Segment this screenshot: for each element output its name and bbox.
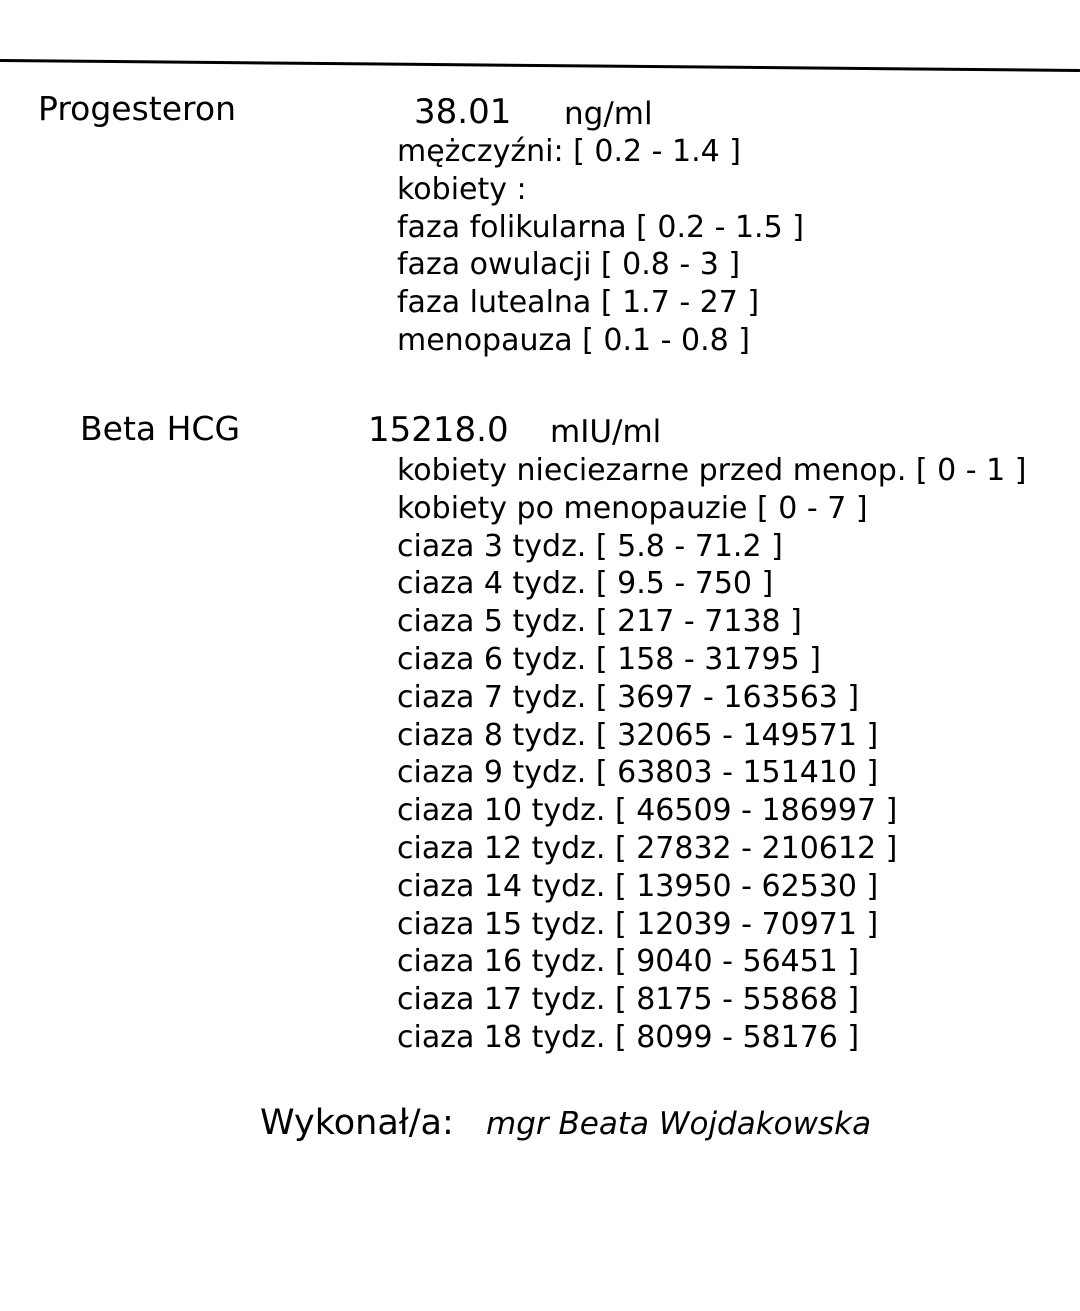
reference-range: ciaza 18 tydz. [ 8099 - 58176 ] <box>397 1019 860 1055</box>
reference-range: kobiety nieciezarne przed menop. [ 0 - 1 ] <box>397 453 1027 488</box>
reference-range: ciaza 15 tydz. [ 12039 - 70971 ] <box>397 906 879 942</box>
reference-range: ciaza 6 tydz. [ 158 - 31795 ] <box>397 641 821 677</box>
reference-range: ciaza 4 tydz. [ 9.5 - 750 ] <box>397 566 774 602</box>
test-name: Progesteron <box>38 89 236 128</box>
reference-range-list <box>397 133 804 360</box>
reference-range: kobiety : <box>397 171 527 207</box>
reference-range-list <box>397 452 1026 1057</box>
test-name: Beta HCG <box>80 409 241 448</box>
reference-range: ciaza 17 tydz. [ 8175 - 55868 ] <box>397 982 860 1018</box>
test-unit: mIU/ml <box>550 414 662 450</box>
reference-range: ciaza 7 tydz. [ 3697 - 163563 ] <box>397 679 860 715</box>
reference-range: faza lutealna [ 1.7 - 27 ] <box>397 285 760 321</box>
reference-range: ciaza 9 tydz. [ 63803 - 151410 ] <box>397 755 879 791</box>
reference-range: mężczyźni: [ 0.2 - 1.4 ] <box>397 134 741 169</box>
test-value: 38.01 <box>414 92 512 132</box>
signature-name: mgr Beata Wojdakowska <box>486 1106 872 1142</box>
reference-range: menopauza [ 0.1 - 0.8 ] <box>397 322 750 358</box>
reference-range: faza folikularna [ 0.2 - 1.5 ] <box>397 209 804 245</box>
reference-range: ciaza 16 tydz. [ 9040 - 56451 ] <box>397 944 860 980</box>
test-value: 15218.0 <box>368 410 509 450</box>
reference-range: ciaza 12 tydz. [ 27832 - 210612 ] <box>397 830 898 866</box>
top-divider <box>0 59 1080 72</box>
reference-range: faza owulacji [ 0.8 - 3 ] <box>397 247 741 283</box>
test-unit: ng/ml <box>564 96 653 132</box>
reference-range: ciaza 5 tydz. [ 217 - 7138 ] <box>397 604 802 640</box>
signature-label: Wykonał/a: <box>260 1103 454 1143</box>
reference-range: ciaza 3 tydz. [ 5.8 - 71.2 ] <box>397 528 783 564</box>
reference-range: kobiety po menopauzie [ 0 - 7 ] <box>397 490 868 526</box>
reference-range: ciaza 14 tydz. [ 13950 - 62530 ] <box>397 868 879 904</box>
reference-range: ciaza 10 tydz. [ 46509 - 186997 ] <box>397 793 898 829</box>
reference-range: ciaza 8 tydz. [ 32065 - 149571 ] <box>397 717 879 753</box>
